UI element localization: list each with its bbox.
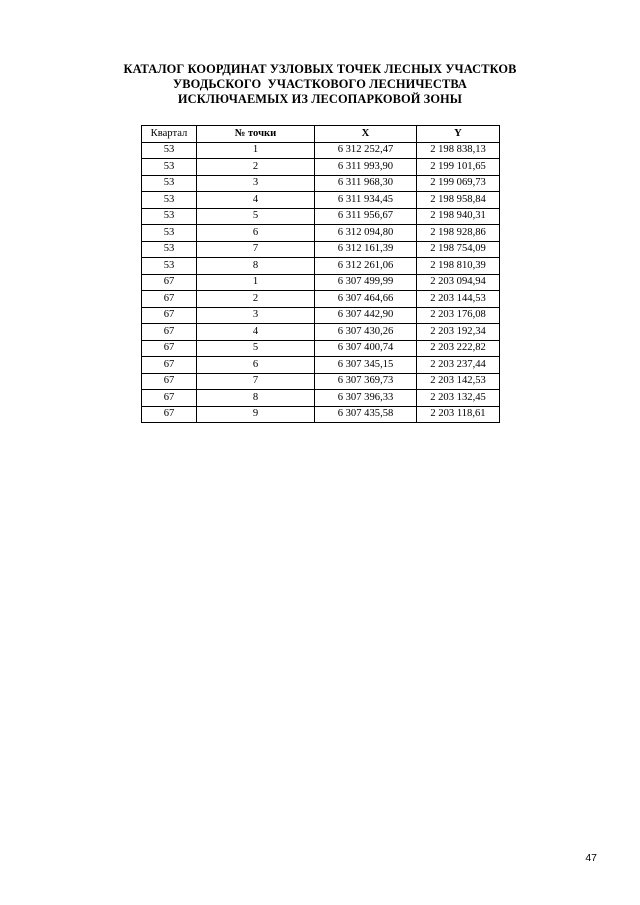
cell-point-number: 2 <box>197 291 315 308</box>
cell-kvartal: 53 <box>142 142 197 159</box>
cell-x: 6 307 464,66 <box>315 291 417 308</box>
cell-kvartal: 67 <box>142 307 197 324</box>
cell-kvartal: 67 <box>142 324 197 341</box>
table-row <box>142 241 500 258</box>
cell-y: 2 203 142,53 <box>417 373 500 390</box>
cell-y: 2 203 192,34 <box>417 324 500 341</box>
cell-point-number: 1 <box>197 274 315 291</box>
table-header-row <box>142 126 500 143</box>
cell-y: 2 199 069,73 <box>417 175 500 192</box>
cell-point-number: 3 <box>197 307 315 324</box>
cell-x: 6 312 252,47 <box>315 142 417 159</box>
cell-y: 2 198 810,39 <box>417 258 500 275</box>
table-row <box>142 373 500 390</box>
cell-kvartal: 53 <box>142 192 197 209</box>
table-row <box>142 225 500 242</box>
cell-x: 6 307 396,33 <box>315 390 417 407</box>
cell-y: 2 203 144,53 <box>417 291 500 308</box>
header-kvartal: Квартал <box>142 126 197 143</box>
cell-point-number: 9 <box>197 406 315 423</box>
table-row <box>142 175 500 192</box>
table-row <box>142 390 500 407</box>
cell-kvartal: 67 <box>142 274 197 291</box>
cell-kvartal: 53 <box>142 175 197 192</box>
cell-kvartal: 67 <box>142 291 197 308</box>
cell-point-number: 4 <box>197 192 315 209</box>
cell-kvartal: 53 <box>142 241 197 258</box>
table-row <box>142 142 500 159</box>
cell-x: 6 312 094,80 <box>315 225 417 242</box>
title-line-2: УВОДЬСКОГО УЧАСТКОВОГО ЛЕСНИЧЕСТВА <box>173 77 467 91</box>
cell-x: 6 311 934,45 <box>315 192 417 209</box>
title-line-3: ИСКЛЮЧАЕМЫХ ИЗ ЛЕСОПАРКОВОЙ ЗОНЫ <box>177 92 463 106</box>
cell-point-number: 7 <box>197 373 315 390</box>
cell-point-number: 5 <box>197 208 315 225</box>
cell-y: 2 203 132,45 <box>417 390 500 407</box>
cell-x: 6 307 442,90 <box>315 307 417 324</box>
cell-kvartal: 67 <box>142 340 197 357</box>
cell-point-number: 6 <box>197 225 315 242</box>
cell-x: 6 307 345,15 <box>315 357 417 374</box>
table-row <box>142 340 500 357</box>
cell-y: 2 198 940,31 <box>417 208 500 225</box>
table-row <box>142 291 500 308</box>
cell-point-number: 7 <box>197 241 315 258</box>
header-y: Y <box>417 126 500 143</box>
cell-x: 6 307 400,74 <box>315 340 417 357</box>
cell-point-number: 1 <box>197 142 315 159</box>
cell-point-number: 4 <box>197 324 315 341</box>
cell-kvartal: 53 <box>142 258 197 275</box>
cell-x: 6 311 968,30 <box>315 175 417 192</box>
cell-x: 6 312 161,39 <box>315 241 417 258</box>
cell-x: 6 307 435,58 <box>315 406 417 423</box>
cell-point-number: 5 <box>197 340 315 357</box>
cell-kvartal: 67 <box>142 390 197 407</box>
table-row <box>142 357 500 374</box>
cell-y: 2 199 101,65 <box>417 159 500 176</box>
cell-kvartal: 53 <box>142 159 197 176</box>
cell-x: 6 307 430,26 <box>315 324 417 341</box>
cell-y: 2 198 928,86 <box>417 225 500 242</box>
cell-point-number: 2 <box>197 159 315 176</box>
cell-point-number: 6 <box>197 357 315 374</box>
cell-y: 2 203 237,44 <box>417 357 500 374</box>
cell-x: 6 311 993,90 <box>315 159 417 176</box>
table-row <box>142 208 500 225</box>
cell-x: 6 311 956,67 <box>315 208 417 225</box>
cell-x: 6 312 261,06 <box>315 258 417 275</box>
cell-y: 2 203 222,82 <box>417 340 500 357</box>
cell-kvartal: 67 <box>142 373 197 390</box>
cell-kvartal: 67 <box>142 357 197 374</box>
table-row <box>142 406 500 423</box>
cell-kvartal: 53 <box>142 225 197 242</box>
cell-kvartal: 67 <box>142 406 197 423</box>
cell-y: 2 203 176,08 <box>417 307 500 324</box>
page-number: 47 <box>585 852 597 864</box>
coordinates-table <box>141 125 500 423</box>
header-point-number: № точки <box>197 126 315 143</box>
cell-x: 6 307 369,73 <box>315 373 417 390</box>
document-title <box>0 62 640 107</box>
cell-y: 2 203 094,94 <box>417 274 500 291</box>
table-row <box>142 159 500 176</box>
table-row <box>142 324 500 341</box>
table-row <box>142 307 500 324</box>
cell-y: 2 198 838,13 <box>417 142 500 159</box>
table-row <box>142 192 500 209</box>
title-line-1: КАТАЛОГ КООРДИНАТ УЗЛОВЫХ ТОЧЕК ЛЕСНЫХ УЧАСТКОВ <box>123 62 517 76</box>
table-row <box>142 274 500 291</box>
cell-kvartal: 53 <box>142 208 197 225</box>
cell-x: 6 307 499,99 <box>315 274 417 291</box>
cell-point-number: 8 <box>197 258 315 275</box>
cell-y: 2 198 754,09 <box>417 241 500 258</box>
table-row <box>142 258 500 275</box>
cell-point-number: 3 <box>197 175 315 192</box>
cell-y: 2 203 118,61 <box>417 406 500 423</box>
header-x: X <box>315 126 417 143</box>
cell-point-number: 8 <box>197 390 315 407</box>
table-body <box>142 142 500 423</box>
cell-y: 2 198 958,84 <box>417 192 500 209</box>
